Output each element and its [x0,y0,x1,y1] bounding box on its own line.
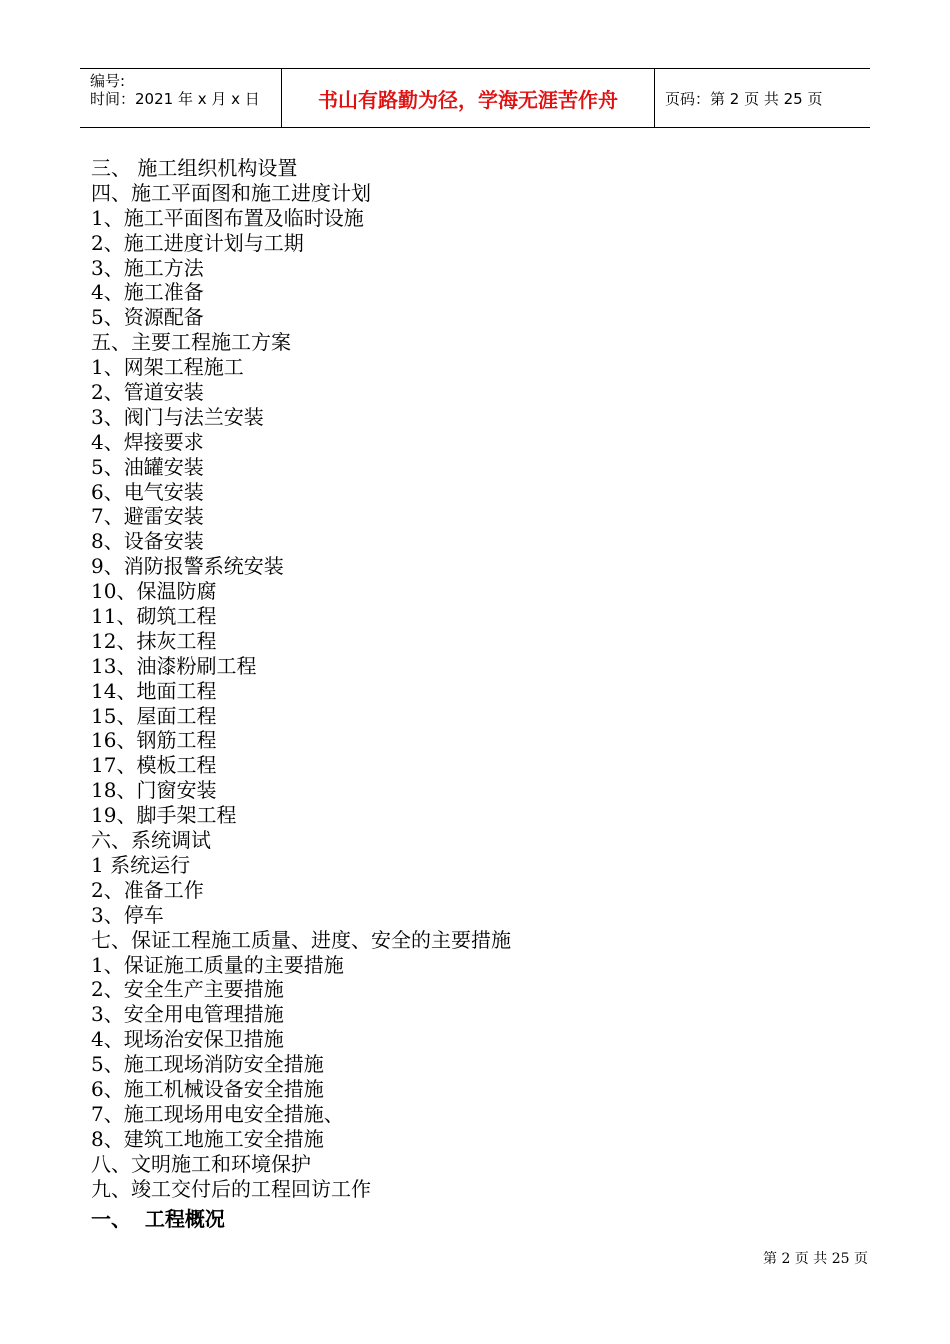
toc-item: 3、停车 [91,902,164,927]
toc-item: 5、资源配备 [91,305,204,330]
toc-item: 17、模板工程 [91,753,217,778]
toc-item: 3、阀门与法兰安装 [91,404,264,429]
toc-item: 15、屋面工程 [91,703,217,728]
toc-item: 16、钢筋工程 [91,728,217,753]
toc-item: 2、施工进度计划与工期 [91,230,304,255]
toc-item: 1、施工平面图布置及临时设施 [91,205,364,230]
toc-item: 5、施工现场消防安全措施 [91,1052,324,1077]
doc-number-label: 编号: [90,72,126,90]
toc-item: 9、消防报警系统安装 [91,554,284,579]
date-label: 时间：2021 年 x 月 x 日 [90,90,260,108]
toc-item: 4、现场治安保卫措施 [91,1027,284,1052]
toc-item: 六、系统调试 [91,828,211,853]
toc-item: 九、竣工交付后的工程回访工作 [91,1176,371,1201]
toc-item: 四、施工平面图和施工进度计划 [91,180,371,205]
toc-item: 1 系统运行 [91,852,191,877]
toc-item: 7、避雷安装 [91,504,204,529]
toc-item: 1、网架工程施工 [91,355,244,380]
toc-item: 3、安全用电管理措施 [91,1002,284,1027]
toc-item: 12、抹灰工程 [91,628,217,653]
toc-item: 13、油漆粉刷工程 [91,653,257,678]
header-left-cell [80,69,282,127]
toc-item: 8、设备安装 [91,529,204,554]
page-footer: 第 2 页 共 25 页 [763,1251,868,1267]
toc-item: 19、脚手架工程 [91,803,237,828]
header-motto: 书山有路勤为径，学海无涯苦作舟 [282,69,655,127]
toc-item: 八、文明施工和环境保护 [91,1151,311,1176]
toc-item: 三、 施工组织机构设置 [91,156,298,180]
toc-item: 七、保证工程施工质量、进度、安全的主要措施 [91,927,511,952]
toc-item: 1、保证施工质量的主要措施 [91,952,344,977]
page-header [80,68,870,128]
toc-item: 2、安全生产主要措施 [91,977,284,1002]
toc-item: 7、施工现场用电安全措施、 [91,1101,344,1126]
toc-item: 4、施工准备 [91,280,204,305]
toc-item: 6、施工机械设备安全措施 [91,1076,324,1101]
toc-item: 8、建筑工地施工安全措施 [91,1126,324,1151]
header-page-info: 页码：第 2 页 共 25 页 [665,89,823,108]
toc-item: 14、地面工程 [91,678,217,703]
toc-item: 2、管道安装 [91,380,204,405]
toc-item: 6、电气安装 [91,479,204,504]
toc-item: 2、准备工作 [91,877,204,902]
toc-item: 5、油罐安装 [91,454,204,479]
toc-item: 10、保温防腐 [91,579,217,604]
table-of-contents [91,156,511,1201]
section-title: 一、 工程概况 [91,1207,225,1231]
toc-item: 11、砌筑工程 [91,604,217,629]
toc-item: 五、主要工程施工方案 [91,330,291,355]
toc-item: 18、门窗安装 [91,778,217,803]
toc-item: 3、施工方法 [91,255,204,280]
toc-item: 4、焊接要求 [91,429,204,454]
